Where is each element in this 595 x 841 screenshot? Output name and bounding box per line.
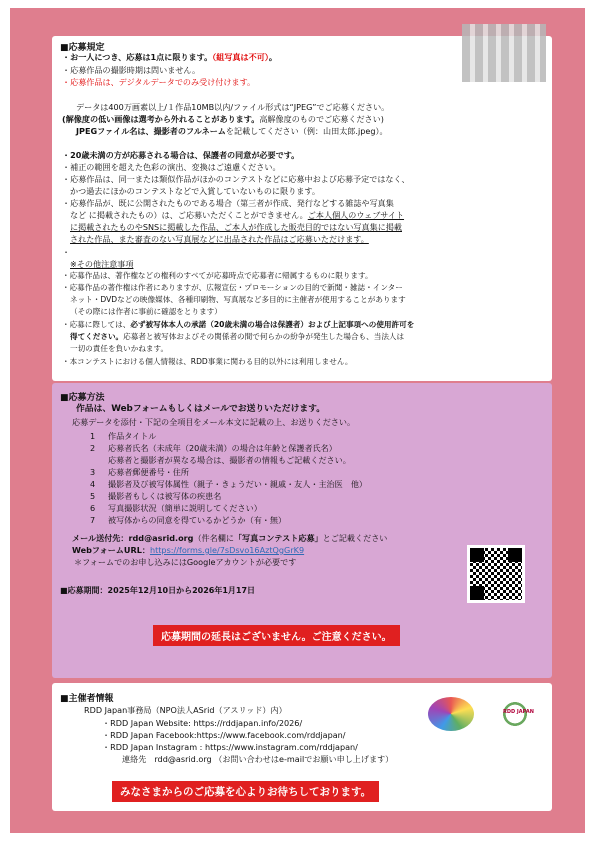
rule-filename: JPEGファイル名は、撮影者のフルネームを記載してください（例：山田太郎.jpeg）。: [76, 126, 388, 136]
entry-period: ■応募期間：2025年12月10日から2026年1月17日: [60, 586, 256, 595]
web-line: WebフォームURL：https://forms.gle/7sDsvo16AztQgGrK9: [72, 545, 305, 555]
mail-line: メール送付先：rdd@asrid.org（件名欄に「写真コンテスト応募」とご記載ください: [72, 533, 388, 543]
entry-rules-panel: [52, 36, 552, 381]
apply-item: 1 作品タイトル: [90, 431, 157, 441]
note-consent-2: 得てください。応募者と被写体およびその関係者の間で何らかの紛争が発生した場合も、当法人は: [70, 332, 405, 341]
rules-heading: ■応募規定: [60, 43, 105, 53]
organizer-panel: [52, 683, 552, 811]
note-consent-1: ・応募に際しては、必ず被写体本人の承諾（20歳未満の場合は保護者）および上記事項への使用許可を: [62, 320, 415, 329]
note-privacy: ・本コンテストにおける個人情報は、RDD事業に関わる目的以外には利用しません。: [62, 357, 353, 366]
rule-original-1: ・応募作品は、同一または類似作品がほかのコンテストなどに応募中および応募予定ではなく、: [62, 174, 410, 184]
organizer-website[interactable]: ・RDD Japan Website: https://rddjapan.info/2026/: [102, 718, 303, 728]
closing-message: みなさまからのご応募を心よりお待ちしております。: [112, 781, 379, 802]
apply-item: 5 撮影者もしくは被写体の疾患名: [90, 491, 222, 501]
rule-published-2: など に掲載されたもの）は、ご応募いただくことができません。ご本人個人のウェブサイト: [70, 210, 405, 220]
rule-one-entry: ・お一人につき、応募は1点に限ります。（組写真は不可）。: [62, 52, 277, 62]
note-copyright-2: ネット・DVDなどの映像媒体、各種印刷物、写真展など多目的に主催者が使用することがあります: [70, 295, 406, 304]
asrid-logo: [428, 697, 474, 731]
apply-item: 3 応募者郵便番号・住所: [90, 467, 189, 477]
organizer-heading: ■主催者情報: [60, 694, 114, 704]
apply-desc: 応募データを添付・下記の全項目をメール本文に記載の上、お送りください。: [72, 417, 356, 427]
rule-published-4: された作品、また審査のない写真展などに出品された作品はご応募いただけます。: [70, 234, 369, 244]
rule-minor: ・20歳未満の方が応募される場合は、保護者の同意が必要です。: [62, 150, 300, 160]
google-note: ＊フォームでのお申し込みにはGoogleアカウントが必要です: [74, 557, 297, 567]
apply-item: 7 被写体からの同意を得ているかどうか（有・無）: [90, 515, 287, 525]
apply-item: 2 応募者氏名（未成年（20歳未満）の場合は年齢と保護者氏名）: [90, 443, 337, 453]
rule-shoot-period: ・応募作品の撮影時期は問いません。: [62, 65, 201, 75]
organizer-name: RDD Japan事務局（NPO法人ASrid（アスリッド）内）: [84, 705, 287, 715]
organizer-facebook[interactable]: ・RDD Japan Facebook:https://www.facebook.com/rddjapan/: [102, 730, 346, 740]
notes-heading: ※その他注意事項: [70, 259, 134, 269]
apply-item: 4 撮影者及び被写体属性（親子・きょうだい・親戚・友人・主治医 他）: [90, 479, 368, 489]
no-extension-notice: 応募期間の延長はございません。ご注意ください。: [153, 625, 400, 646]
note-copyright-1: ・応募作品の著作権は作者にありますが、広報宣伝・プロモーションの目的で新聞・雑誌・インター: [62, 283, 403, 292]
rule-published-1: ・応募作品が、既に公開されたものである場合（第三者が作成、発行などする雑誌や写真集: [62, 198, 394, 208]
organizer-contact: 連絡先 rdd@asrid.org （お問い合わせはe-mailでお願い申し上げます）: [122, 754, 394, 764]
rule-published-3: に掲載されたものやSNSに掲載した作品、ご本人が作成した販売目的ではない写真集に掲載: [70, 222, 402, 232]
how-to-apply-heading: ■応募方法: [60, 393, 105, 403]
apply-lead: 作品は、Webフォームもしくはメールでお送りいただけます。: [76, 404, 326, 414]
note-rights: ・応募作品は、著作権などの権利のすべてが応募時点で応募者に帰属するものに限ります。: [62, 271, 373, 280]
rule-data-spec: データは400万画素以上/１作品10MB以内/ファイル形式は“JPEG”でご応募ください。: [76, 102, 390, 112]
apply-item: 応募者と撮影者が異なる場合は、撮影者の情報もご記載ください。: [108, 455, 351, 465]
rule-color: ・補正の範囲を超えた色彩の演出、変換はご遠慮ください。: [62, 162, 281, 172]
note-consent-3: 一切の責任を負いかねます。: [70, 344, 169, 353]
rule-resolution: (解像度の低い画像は選考から外れることがあります。高解像度のものでご応募ください): [62, 114, 384, 124]
rdd-japan-logo: RDD JAPAN: [495, 697, 535, 731]
note-copyright-3: （その際には作者に事前に確認をとります）: [70, 307, 222, 316]
rule-digital-only: ・応募作品は、デジタルデータでのみ受け付けます。: [62, 77, 256, 87]
rule-original-2: かつ過去にほかのコンテストなどで入賞していないものに限ります。: [70, 186, 320, 196]
header-photo: [462, 24, 546, 82]
rule-bullet-empty: ・: [62, 247, 71, 257]
apply-item: 6 写真撮影状況（簡単に説明してください）: [90, 503, 262, 513]
qr-code[interactable]: [467, 545, 525, 603]
organizer-instagram[interactable]: ・RDD Japan Instagram : https://www.instagram.com/rddjapan/: [102, 742, 358, 752]
how-to-apply-panel: [52, 383, 552, 678]
mail-label: メール送付先：rdd@asrid.org: [72, 533, 194, 543]
web-form-link[interactable]: https://forms.gle/7sDsvo16AztQgGrK9: [149, 545, 305, 555]
